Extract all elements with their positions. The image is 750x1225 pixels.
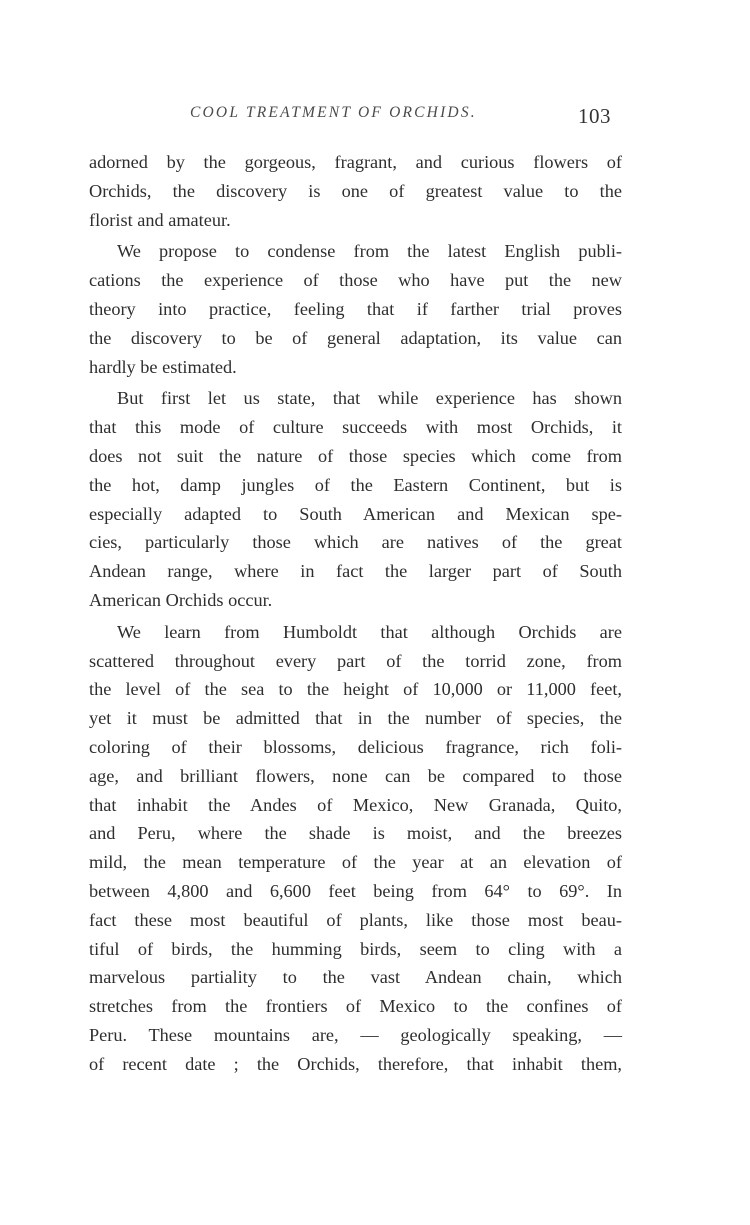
text-line: the level of the sea to the height of 10,000 or 11,000 feet, <box>89 679 622 700</box>
text-line: that inhabit the Andes of Mexico, New Granada, Quito, <box>89 794 622 815</box>
text-line: We propose to condense from the latest English publi- <box>117 241 622 262</box>
text-line: hardly be estimated. <box>89 356 237 377</box>
text-line: tiful of birds, the humming birds, seem to cling with a <box>89 938 622 959</box>
text-line: Orchids, the discovery is one of greatest value to the <box>89 180 622 201</box>
text-line: the discovery to be of general adaptation, its value can <box>89 327 622 348</box>
text-line: fact these most beautiful of plants, like those most beau- <box>89 909 622 930</box>
text-line: does not suit the nature of those species which come from <box>89 445 622 466</box>
text-line: theory into practice, feeling that if farther trial proves <box>89 298 622 319</box>
text-line: yet it must be admitted that in the number of species, the <box>89 708 622 729</box>
text-line: age, and brilliant flowers, none can be compared to those <box>89 765 622 786</box>
text-line: that this mode of culture succeeds with most Orchids, it <box>89 417 622 438</box>
text-line: especially adapted to South American and Mexican spe- <box>89 503 622 524</box>
text-line: scattered throughout every part of the torrid zone, from <box>89 650 622 671</box>
text-line: cations the experience of those who have put the new <box>89 270 622 291</box>
text-line: and Peru, where the shade is moist, and the breezes <box>89 823 622 844</box>
body-text <box>89 148 622 1079</box>
text-line: mild, the mean temperature of the year at an elevation of <box>89 852 622 873</box>
text-line: stretches from the frontiers of Mexico to the confines of <box>89 996 622 1017</box>
text-line: cies, particularly those which are natives of the great <box>89 532 622 553</box>
text-line: of recent date ; the Orchids, therefore, that inhabit them, <box>89 1053 622 1074</box>
text-line: We learn from Humboldt that although Orchids are <box>117 621 622 642</box>
text-line: Andean range, where in fact the larger part of South <box>89 561 622 582</box>
paragraph-2 <box>89 237 622 381</box>
paragraph-3 <box>89 384 622 614</box>
running-head: COOL TREATMENT OF ORCHIDS. <box>190 104 477 121</box>
text-line: the hot, damp jungles of the Eastern Continent, but is <box>89 474 622 495</box>
paragraph-4 <box>89 618 622 1079</box>
paragraph-1 <box>89 148 622 234</box>
text-line: Peru. These mountains are, — geologically speaking, — <box>89 1024 622 1045</box>
text-line: coloring of their blossoms, delicious fragrance, rich foli- <box>89 736 622 757</box>
text-line: American Orchids occur. <box>89 589 273 610</box>
text-line: florist and amateur. <box>89 209 231 230</box>
text-line: between 4,800 and 6,600 feet being from 64° to 69°. In <box>89 880 622 901</box>
text-line: adorned by the gorgeous, fragrant, and curious flowers of <box>89 152 622 172</box>
page-number: 103 <box>578 104 611 128</box>
text-line: marvelous partiality to the vast Andean chain, which <box>89 967 622 988</box>
text-line: But first let us state, that while experience has shown <box>117 388 622 409</box>
